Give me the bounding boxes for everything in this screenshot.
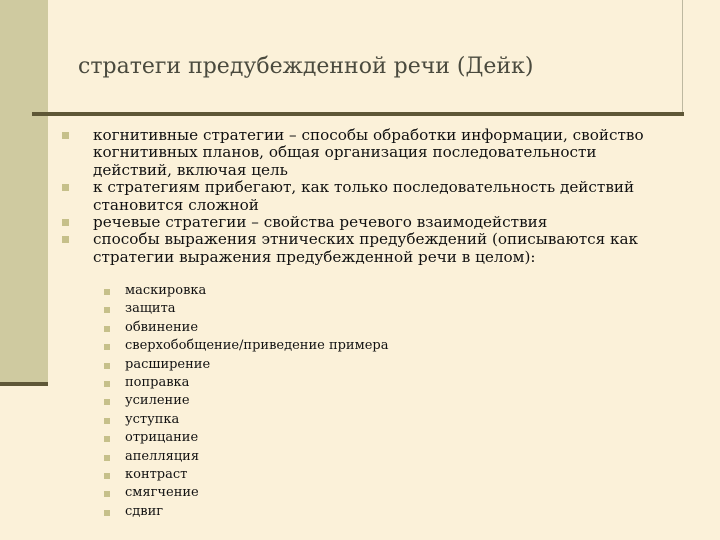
decorative-side-bar bbox=[0, 0, 48, 382]
square-bullet-icon bbox=[62, 236, 69, 243]
sub-bullet-item bbox=[104, 337, 524, 355]
bullet-item bbox=[62, 127, 662, 179]
bullet-list bbox=[62, 127, 662, 266]
bullet-item bbox=[62, 214, 662, 231]
square-bullet-icon bbox=[104, 381, 110, 387]
sub-bullet-item bbox=[104, 484, 524, 502]
sub-bullet-text: апелляция bbox=[125, 448, 200, 464]
square-bullet-icon bbox=[104, 289, 110, 295]
sub-bullet-list bbox=[104, 282, 524, 521]
bullet-text: когнитивные стратегии – способы обработки информации, свойство когнитивных планов, общая организация последовательности действий, включая цель bbox=[93, 126, 644, 179]
square-bullet-icon bbox=[104, 307, 110, 313]
bullet-text: способы выражения этнических предубеждений (описываются как стратегии выражения предубежденной речи в целом): bbox=[93, 230, 639, 266]
sub-bullet-item bbox=[104, 392, 524, 410]
square-bullet-icon bbox=[104, 455, 110, 461]
square-bullet-icon bbox=[62, 184, 69, 191]
sub-bullet-text: защита bbox=[125, 301, 176, 317]
square-bullet-icon bbox=[62, 219, 69, 226]
sub-bullet-item bbox=[104, 356, 524, 374]
sub-bullet-text: уступка bbox=[125, 411, 180, 427]
square-bullet-icon bbox=[104, 326, 110, 332]
square-bullet-icon bbox=[104, 473, 110, 479]
title-vertical-rule bbox=[682, 0, 683, 116]
sub-bullet-text: контраст bbox=[125, 466, 188, 482]
square-bullet-icon bbox=[62, 132, 69, 139]
sub-bullet-item bbox=[104, 300, 524, 318]
sub-bullet-item bbox=[104, 374, 524, 392]
bullet-text: речевые стратегии – свойства речевого взаимодействия bbox=[93, 213, 548, 232]
square-bullet-icon bbox=[104, 418, 110, 424]
slide-title: стратеги предубежденной речи (Дейк) bbox=[78, 54, 534, 79]
sub-bullet-text: обвинение bbox=[125, 319, 199, 335]
sub-bullet-item bbox=[104, 466, 524, 484]
sub-bullet-item bbox=[104, 429, 524, 447]
sub-bullet-text: сверхобобщение/приведение примера bbox=[125, 338, 389, 354]
square-bullet-icon bbox=[104, 344, 110, 350]
bullet-text: к стратегиям прибегают, как только последовательность действий становится сложной bbox=[93, 178, 635, 214]
sub-bullet-text: поправка bbox=[125, 374, 190, 390]
sub-bullet-item bbox=[104, 503, 524, 521]
square-bullet-icon bbox=[104, 510, 110, 516]
bullet-item bbox=[62, 231, 662, 266]
sub-bullet-item bbox=[104, 282, 524, 300]
sub-bullet-text: усиление bbox=[125, 393, 190, 409]
sub-bullet-item bbox=[104, 319, 524, 337]
sub-bullet-text: смягчение bbox=[125, 485, 199, 501]
sub-bullet-text: сдвиг bbox=[125, 503, 164, 519]
square-bullet-icon bbox=[104, 491, 110, 497]
square-bullet-icon bbox=[104, 399, 110, 405]
sub-bullet-text: отрицание bbox=[125, 430, 199, 446]
title-underline-rule bbox=[32, 112, 684, 116]
bullet-item bbox=[62, 179, 662, 214]
sub-bullet-item bbox=[104, 448, 524, 466]
sub-bullet-text: маскировка bbox=[125, 283, 207, 298]
side-bar-bottom-line bbox=[0, 382, 48, 386]
sub-bullet-text: расширение bbox=[125, 356, 211, 372]
square-bullet-icon bbox=[104, 363, 110, 369]
sub-bullet-item bbox=[104, 411, 524, 429]
square-bullet-icon bbox=[104, 436, 110, 442]
